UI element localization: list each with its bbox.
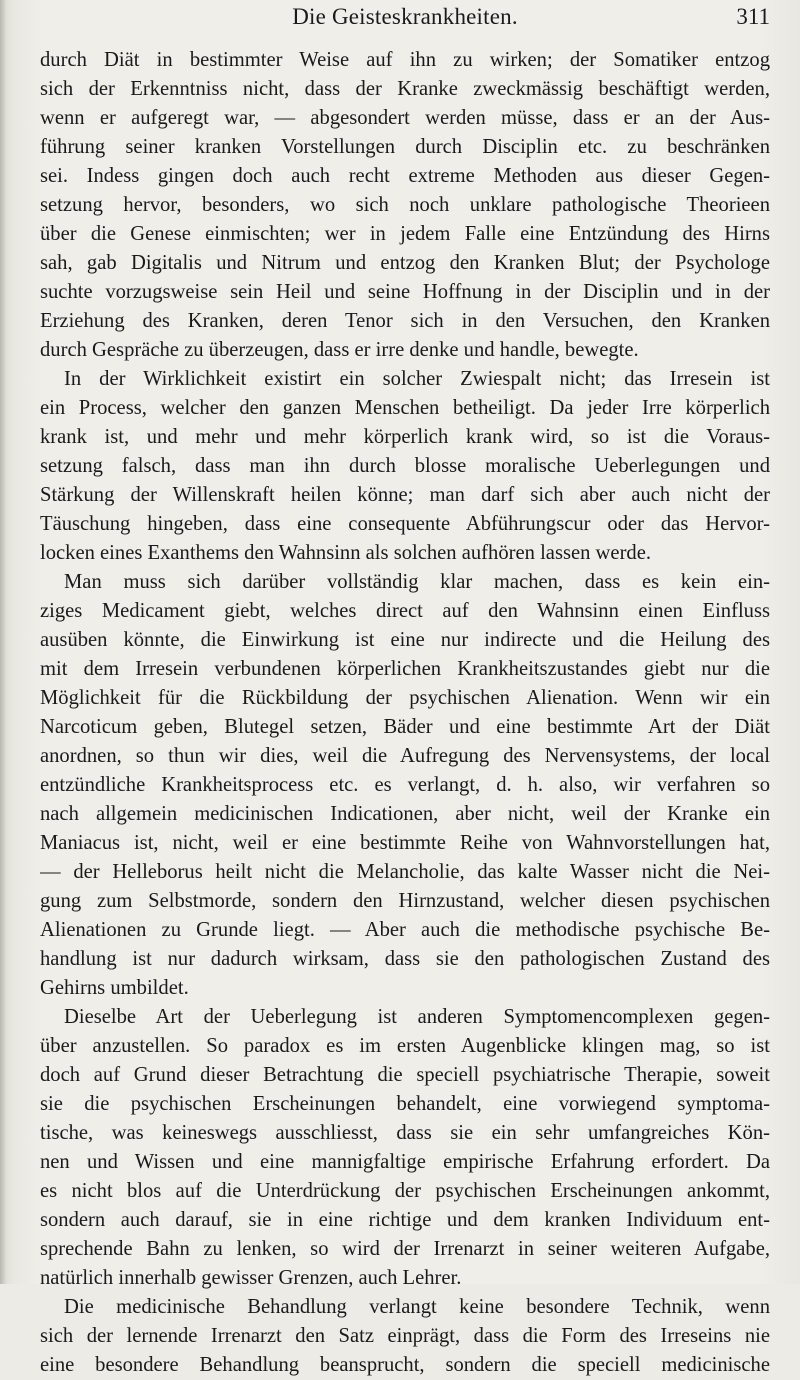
text-line: suchte vorzugsweise sein Heil und seine Hoffnung in der Disciplin und in der — [40, 281, 770, 303]
text-line: Maniacus ist, nicht, weil er eine bestimmte Reihe von Wahnvorstellungen hat, — [40, 832, 770, 854]
text-line: Dieselbe Art der Ueberlegung ist anderen Symptomencomplexen gegen- — [64, 1006, 770, 1028]
text-line: über die Genese einmischten; wer in jedem Falle eine Entzündung des Hirns — [40, 223, 770, 245]
text-line: doch auf Grund dieser Betrachtung die speciell psychiatrische Therapie, soweit — [40, 1064, 770, 1086]
page-binding-edge — [0, 0, 6, 1284]
page-number: 311 — [736, 4, 770, 29]
text-line: ziges Medicament giebt, welches direct auf den Wahnsinn einen Einfluss — [40, 600, 770, 622]
text-line: es nicht blos auf die Unterdrückung der psychischen Erscheinungen ankommt, — [40, 1180, 770, 1202]
text-line: sah, gab Digitalis und Nitrum und entzog den Kranken Blut; der Psychologe — [40, 252, 770, 274]
text-line: ein Process, welcher den ganzen Menschen betheiligt. Da jeder Irre körperlich — [40, 397, 770, 419]
body-text — [40, 46, 770, 1380]
text-line: wenn er aufgeregt war, — abgesondert werden müsse, dass er an der Aus- — [40, 107, 770, 129]
text-line: nen und Wissen und eine mannigfaltige empirische Erfahrung erfordert. Da — [40, 1151, 770, 1173]
text-line: locken eines Exanthems den Wahnsinn als solchen aufhören lassen werde. — [40, 542, 652, 564]
text-line: mit dem Irresein verbundenen körperlichen Krankheitszustandes giebt nur die — [40, 658, 770, 680]
running-head: Die Geisteskrankheiten. — [292, 4, 518, 29]
text-line: führung seiner kranken Vorstellungen durch Disciplin etc. zu beschränken — [40, 136, 770, 158]
text-line: entzündliche Krankheitsprocess etc. es verlangt, d. h. also, wir verfahren so — [40, 774, 770, 796]
text-line: nach allgemein medicinischen Indicationen, aber nicht, weil der Kranke ein — [40, 803, 770, 825]
text-line: sich der lernende Irrenarzt den Satz einprägt, dass die Form des Irreseins nie — [40, 1325, 770, 1347]
text-line: eine besondere Behandlung beansprucht, sondern die speciell medicinische — [40, 1354, 770, 1376]
text-line: ausüben könnte, die Einwirkung ist eine nur indirecte und die Heilung des — [40, 629, 770, 651]
text-line: sondern auch darauf, sie in eine richtige und dem kranken Individuum ent- — [40, 1209, 770, 1231]
text-line: Alienationen zu Grunde liegt. — Aber auch die methodische psychische Be- — [40, 919, 770, 941]
text-line: gung zum Selbstmorde, sondern den Hirnzustand, welcher diesen psychischen — [40, 890, 770, 912]
text-line: sei. Indess gingen doch auch recht extreme Methoden aus dieser Gegen- — [40, 165, 770, 187]
text-line: Erziehung des Kranken, deren Tenor sich in den Versuchen, den Kranken — [40, 310, 770, 332]
text-line: sie die psychischen Erscheinungen behandelt, eine vorwiegend symptoma- — [40, 1093, 770, 1115]
text-line: Die medicinische Behandlung verlangt keine besondere Technik, wenn — [64, 1296, 770, 1318]
text-line: über anzustellen. So paradox es im ersten Augenblicke klingen mag, so ist — [40, 1035, 770, 1057]
text-line: durch Gespräche zu überzeugen, dass er irre denke und handle, bewegte. — [40, 339, 639, 361]
text-line: Narcoticum geben, Blutegel setzen, Bäder und eine bestimmte Art der Diät — [40, 716, 770, 738]
text-line: Gehirns umbildet. — [40, 977, 189, 999]
text-line: sich der Erkenntniss nicht, dass der Kranke zweckmässig beschäftigt werden, — [40, 78, 770, 100]
text-line: Stärkung der Willenskraft heilen könne; man darf sich aber auch nicht der — [40, 484, 770, 506]
text-line: In der Wirklichkeit existirt ein solcher Zwiespalt nicht; das Irresein ist — [64, 368, 770, 390]
text-line: natürlich innerhalb gewisser Grenzen, auch Lehrer. — [40, 1267, 462, 1289]
page-header — [40, 2, 770, 36]
text-line: handlung ist nur dadurch wirksam, dass sie den pathologischen Zustand des — [40, 948, 770, 970]
text-line: setzung hervor, besonders, wo sich noch unklare pathologische Theorieen — [40, 194, 770, 216]
text-line: durch Diät in bestimmter Weise auf ihn zu wirken; der Somatiker entzog — [40, 49, 770, 71]
text-line: anordnen, so thun wir dies, weil die Aufregung des Nervensystems, der local — [40, 745, 770, 767]
text-line: tische, was keineswegs ausschliesst, dass sie ein sehr umfangreiches Kön- — [40, 1122, 770, 1144]
text-line: — der Helleborus heilt nicht die Melancholie, das kalte Wasser nicht die Nei- — [40, 861, 770, 883]
text-line: krank ist, und mehr und mehr körperlich krank wird, so ist die Voraus- — [40, 426, 770, 448]
text-line: Man muss sich darüber vollständig klar machen, dass es kein ein- — [64, 571, 770, 593]
text-line: Möglichkeit für die Rückbildung der psychischen Alienation. Wenn wir ein — [40, 687, 770, 709]
text-line: setzung falsch, dass man ihn durch blosse moralische Ueberlegungen und — [40, 455, 770, 477]
text-line: sprechende Bahn zu lenken, so wird der Irrenarzt in seiner weiteren Aufgabe, — [40, 1238, 770, 1260]
text-line: Täuschung hingeben, dass eine consequente Abführungscur oder das Hervor- — [40, 513, 770, 535]
